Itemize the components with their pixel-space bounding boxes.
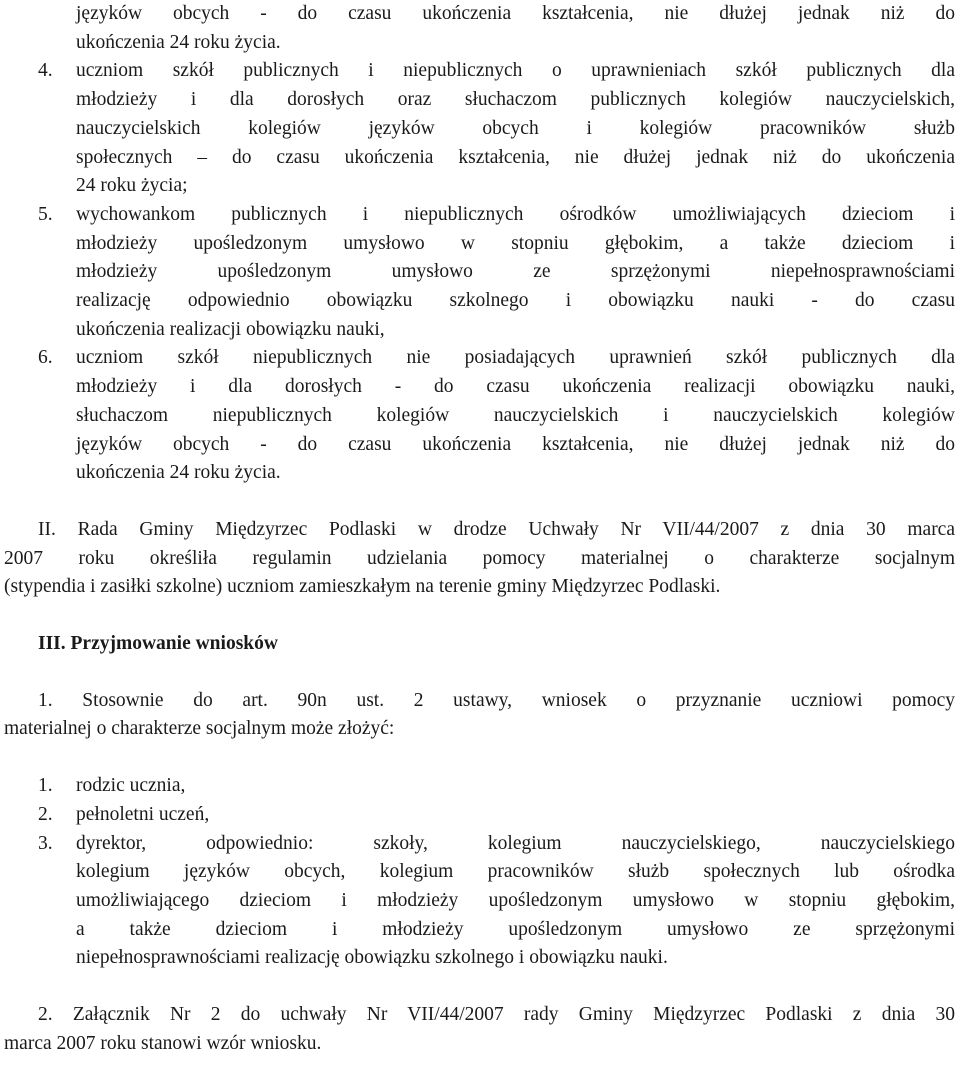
list-item xyxy=(4,201,955,345)
text-line: (stypendia i zasiłki szkolne) uczniom zamieszkałym na terenie gminy Międzyrzec Podlaski. xyxy=(4,576,721,598)
text-line: II. Rada Gminy Międzyrzec Podlaski w drodze Uchwały Nr VII/44/2007 z dnia 30 marca xyxy=(38,518,955,540)
list-item xyxy=(4,801,955,830)
list-item xyxy=(4,772,955,801)
text-line: uczniom szkół publicznych i niepublicznych o uprawnieniach szkół publicznych dla xyxy=(76,60,955,82)
text-line: nauczycielskich kolegiów języków obcych i kolegiów pracowników służb xyxy=(76,117,955,139)
document-page xyxy=(4,0,955,1059)
section-3-paragraph-1 xyxy=(4,687,955,744)
text-line: ukończenia 24 roku życia. xyxy=(76,31,281,53)
section-3-paragraph-2 xyxy=(4,1001,955,1058)
list-item-number: 4. xyxy=(38,60,53,82)
text-line: młodzieży upośledzonym umysłowo w stopniu głębokim, a także dzieciom i xyxy=(76,232,955,254)
list-item xyxy=(4,830,955,974)
text-line: kolegium języków obcych, kolegium pracowników służb społecznych lub ośrodka xyxy=(76,861,955,883)
text-line: ukończenia 24 roku życia. xyxy=(76,462,281,484)
text-line: dyrektor, odpowiednio: szkoły, kolegium nauczycielskiego, nauczycielskiego xyxy=(76,832,955,854)
text-line: a także dzieciom i młodzieży upośledzonym umysłowo ze sprzężonymi xyxy=(76,918,955,940)
text-line: rodzic ucznia, xyxy=(76,775,186,797)
text-line: 1. Stosownie do art. 90n ust. 2 ustawy, wniosek o przyznanie uczniowi pomocy xyxy=(38,689,955,711)
text-line: młodzieży upośledzonym umysłowo ze sprzężonymi niepełnosprawnościami xyxy=(76,261,955,283)
text-line: ukończenia realizacji obowiązku nauki, xyxy=(76,318,385,340)
text-line: języków obcych - do czasu ukończenia kształcenia, nie dłużej jednak niż do xyxy=(76,433,955,455)
item-continuation xyxy=(4,0,955,57)
text-line: uczniom szkół niepublicznych nie posiadających uprawnień szkół publicznych dla xyxy=(76,347,955,369)
text-line: 2. Załącznik Nr 2 do uchwały Nr VII/44/2007 rady Gminy Międzyrzec Podlaski z dnia 30 xyxy=(38,1004,955,1026)
list-item-number: 6. xyxy=(38,347,53,369)
text-line: marca 2007 roku stanowi wzór wniosku. xyxy=(4,1032,322,1054)
list-item-number: 1. xyxy=(38,775,53,797)
text-line: umożliwiającego dzieciom i młodzieży upośledzonym umysłowo w stopniu głębokim, xyxy=(76,889,955,911)
list-item xyxy=(4,344,955,488)
list-item-number: 5. xyxy=(38,203,53,225)
text-line: języków obcych - do czasu ukończenia kształcenia, nie dłużej jednak niż do xyxy=(76,3,955,24)
list-item-number: 3. xyxy=(38,832,53,854)
text-line: materialnej o charakterze socjalnym może złożyć: xyxy=(4,718,395,740)
text-line: niepełnosprawnościami realizację obowiązku szkolnego i obowiązku nauki. xyxy=(76,947,668,969)
text-line: młodzieży i dla dorosłych oraz słuchaczom publicznych kolegiów nauczycielskich, xyxy=(76,89,955,111)
text-line: słuchaczom niepublicznych kolegiów nauczycielskich i nauczycielskich kolegiów xyxy=(76,404,955,426)
section-2-paragraph xyxy=(4,516,955,602)
text-line: 24 roku życia; xyxy=(76,175,188,197)
text-line: 2007 roku określiła regulamin udzielania pomocy materialnej o charakterze socjalnym xyxy=(4,547,955,569)
list-item-number: 2. xyxy=(38,803,53,825)
text-line: realizację odpowiednio obowiązku szkolnego i obowiązku nauki - do czasu xyxy=(76,290,955,312)
text-line: młodzieży i dla dorosłych - do czasu ukończenia realizacji obowiązku nauki, xyxy=(76,376,955,398)
list-item xyxy=(4,57,955,201)
text-line: społecznych – do czasu ukończenia kształcenia, nie dłużej jednak niż do ukończenia xyxy=(76,146,955,168)
text-line: pełnoletni uczeń, xyxy=(76,803,210,825)
text-line: wychowankom publicznych i niepublicznych ośrodków umożliwiających dzieciom i xyxy=(76,203,955,225)
section-3-heading: III. Przyjmowanie wniosków xyxy=(38,633,278,655)
